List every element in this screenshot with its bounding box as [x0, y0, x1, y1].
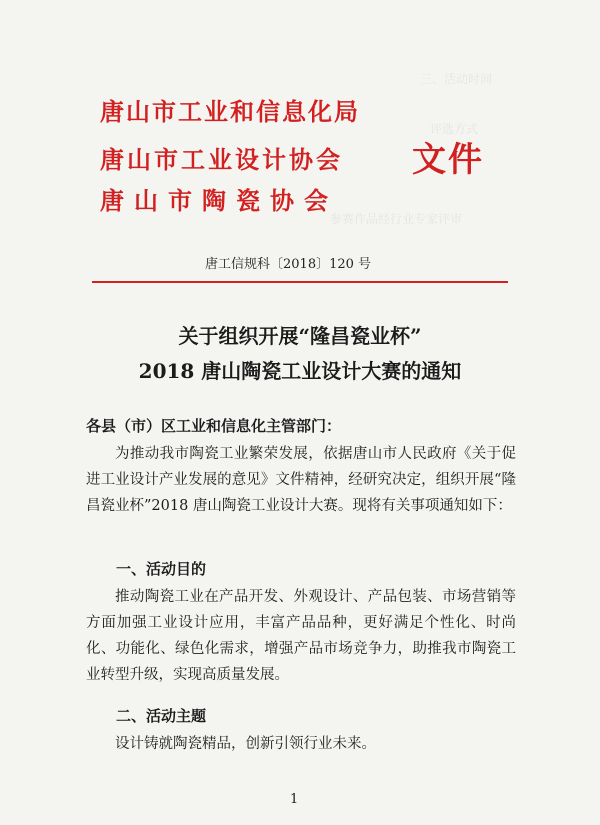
addressee: 各县（市）区工业和信息化主管部门： [86, 417, 342, 435]
document-number: 唐工信规科〔2018〕120 号 [205, 257, 372, 272]
intro-paragraph: 为推动我市陶瓷工业繁荣发展，依据唐山市人民政府《关于促进工业设计产业发展的意见》文件精神，经研究决定，组织开展“隆昌瓷业杯”2018 唐山陶瓷工业设计大赛。现将有关事项通知如下： [86, 446, 516, 514]
red-divider [92, 281, 508, 283]
bleed-through-text: 评选方式 [430, 122, 479, 136]
page-number: 1 [290, 792, 299, 807]
document-type-label: 文件 [412, 140, 484, 180]
issuing-org-1: 唐山市工业和信息化局 [100, 97, 360, 126]
notice-title-line-1: 关于组织开展“隆昌瓷业杯” [178, 324, 422, 348]
notice-title-line-2: 2018 唐山陶瓷工业设计大赛的通知 [138, 359, 462, 383]
section-heading-purpose: 一、活动目的 [116, 560, 207, 578]
issuing-org-3: 唐山市陶瓷协会 [100, 186, 338, 215]
bleed-through-text: 三、活动时间 [420, 72, 493, 86]
section-purpose-text: 推动陶瓷工业在产品开发、外观设计、产品包装、市场营销等方面加强工业设计应用，丰富产品品种，更好满足个性化、时尚化、功能化、绿色化需求，增强产品市场竞争力，助推我市陶瓷工业转型升级，实现高质量发展。 [86, 589, 516, 683]
issuing-org-2: 唐山市工业设计协会 [100, 145, 343, 174]
section-heading-theme: 二、活动主题 [116, 707, 207, 725]
bleed-through-text: 参赛作品经行业专家评审 [330, 212, 463, 226]
section-theme-text: 设计铸就陶瓷精品，创新引领行业未来。 [115, 736, 376, 752]
